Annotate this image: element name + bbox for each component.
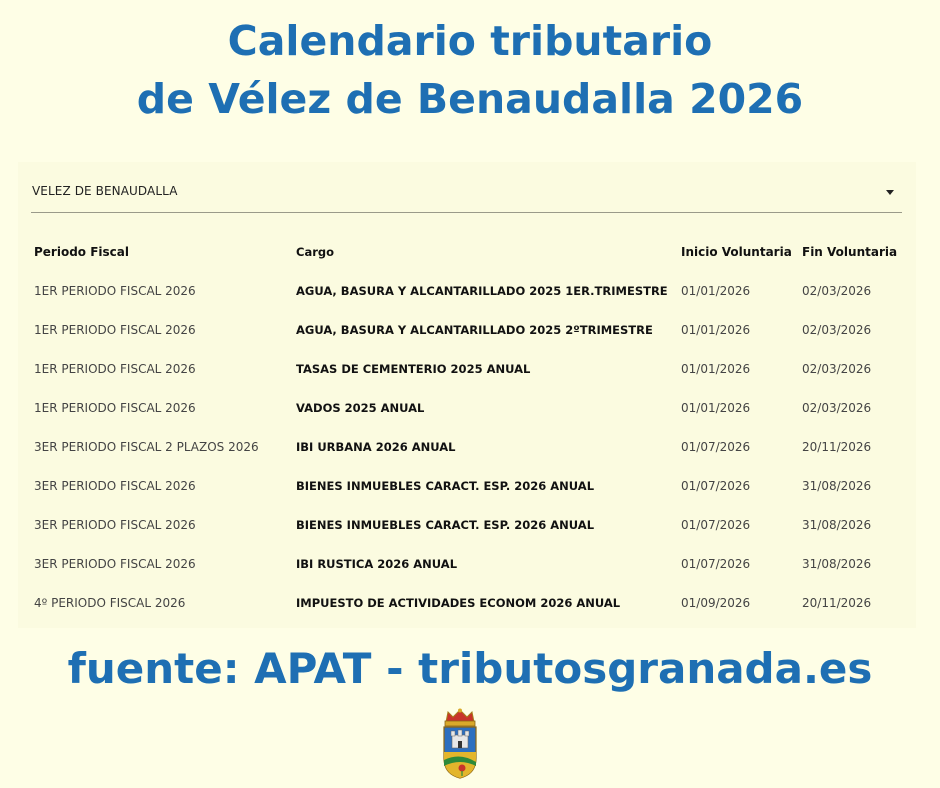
cell-periodo: 1ER PERIODO FISCAL 2026 [34, 401, 196, 415]
table-row [18, 517, 916, 537]
table-row [18, 361, 916, 381]
cell-inicio: 01/09/2026 [681, 596, 751, 610]
page-title [0, 12, 940, 128]
cell-fin: 02/03/2026 [802, 284, 872, 298]
cell-periodo: 3ER PERIODO FISCAL 2026 [34, 479, 196, 493]
cell-periodo: 3ER PERIODO FISCAL 2026 [34, 557, 196, 571]
cell-fin: 20/11/2026 [802, 596, 872, 610]
cell-periodo: 1ER PERIODO FISCAL 2026 [34, 284, 196, 298]
table-row [18, 439, 916, 459]
cell-inicio: 01/07/2026 [681, 440, 751, 454]
cell-cargo: IMPUESTO DE ACTIVIDADES ECONOM 2026 ANUAL [296, 596, 621, 610]
header-cargo: Cargo [296, 245, 335, 259]
table-header [18, 244, 916, 264]
title-line-1: Calendario tributario [227, 17, 713, 65]
cell-cargo: AGUA, BASURA Y ALCANTARILLADO 2025 1ER.TRIMESTRE [296, 284, 668, 298]
table-row [18, 595, 916, 615]
municipality-select-value: VELEZ DE BENAUDALLA [32, 184, 178, 198]
cell-inicio: 01/01/2026 [681, 284, 751, 298]
cell-cargo: VADOS 2025 ANUAL [296, 401, 425, 415]
cell-fin: 31/08/2026 [802, 557, 872, 571]
calendar-panel [18, 162, 916, 628]
cell-periodo: 1ER PERIODO FISCAL 2026 [34, 323, 196, 337]
source-text: fuente: APAT - tributosgranada.es [67, 644, 873, 693]
table-row [18, 556, 916, 576]
cell-inicio: 01/07/2026 [681, 479, 751, 493]
cell-cargo: BIENES INMUEBLES CARACT. ESP. 2026 ANUAL [296, 518, 595, 532]
cell-fin: 02/03/2026 [802, 362, 872, 376]
cell-periodo: 4º PERIODO FISCAL 2026 [34, 596, 186, 610]
caret-down-icon[interactable] [886, 190, 894, 195]
cell-inicio: 01/07/2026 [681, 557, 751, 571]
coat-of-arms-icon [440, 708, 480, 780]
table-row [18, 322, 916, 342]
cell-fin: 31/08/2026 [802, 479, 872, 493]
cell-inicio: 01/07/2026 [681, 518, 751, 532]
header-periodo-fiscal: Periodo Fiscal [34, 245, 129, 259]
table-row [18, 478, 916, 498]
cell-fin: 31/08/2026 [802, 518, 872, 532]
table-row [18, 283, 916, 303]
header-fin-voluntaria: Fin Voluntaria [802, 245, 898, 259]
cell-fin: 02/03/2026 [802, 401, 872, 415]
cell-periodo: 3ER PERIODO FISCAL 2026 [34, 518, 196, 532]
cell-periodo: 3ER PERIODO FISCAL 2 PLAZOS 2026 [34, 440, 259, 454]
cell-cargo: BIENES INMUEBLES CARACT. ESP. 2026 ANUAL [296, 479, 595, 493]
cell-cargo: IBI URBANA 2026 ANUAL [296, 440, 456, 454]
cell-fin: 20/11/2026 [802, 440, 872, 454]
cell-inicio: 01/01/2026 [681, 401, 751, 415]
cell-cargo: IBI RUSTICA 2026 ANUAL [296, 557, 458, 571]
municipality-select[interactable] [31, 182, 902, 213]
header-inicio-voluntaria: Inicio Voluntaria [681, 245, 792, 259]
cell-inicio: 01/01/2026 [681, 362, 751, 376]
title-line-2: de Vélez de Benaudalla 2026 [136, 75, 804, 123]
cell-cargo: AGUA, BASURA Y ALCANTARILLADO 2025 2ºTRIMESTRE [296, 323, 653, 337]
cell-fin: 02/03/2026 [802, 323, 872, 337]
table-row [18, 400, 916, 420]
cell-cargo: TASAS DE CEMENTERIO 2025 ANUAL [296, 362, 531, 376]
cell-periodo: 1ER PERIODO FISCAL 2026 [34, 362, 196, 376]
cell-inicio: 01/01/2026 [681, 323, 751, 337]
